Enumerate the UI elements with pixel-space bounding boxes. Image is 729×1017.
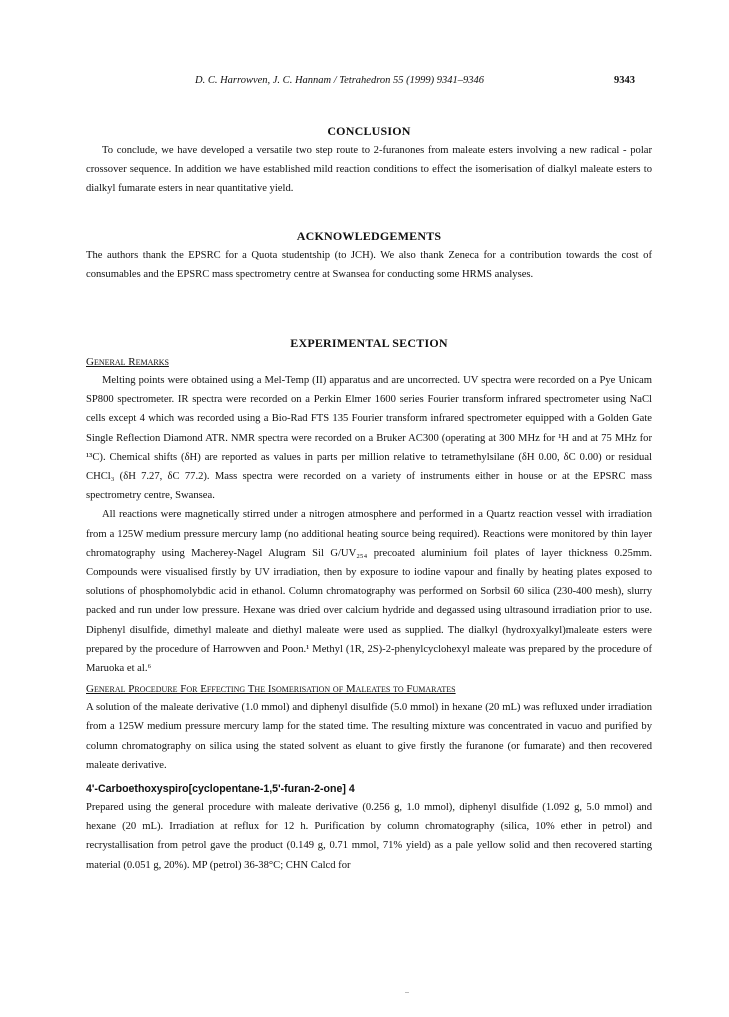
compound-text: Prepared using the general procedure with maleate derivative (0.256 g, 1.0 mmol), diphenyl disulfide (1.092 g, 5.0 mmol) and hexane (20 mL). Irradiation at reflux for 12 h. Purification by column chromatography (silica, 10% ether in petrol) and recrystallisation from petrol gave the product (0.149 g, 0.71 mmol, 71% yield) as a pale yellow solid and then recovered starting material (0.051 g, 20%). MP (petrol) 36-38°C; CHN Calcd for xyxy=(86,802,652,871)
acknowledgements-heading: ACKNOWLEDGEMENTS xyxy=(296,229,442,243)
page-number: 9343 xyxy=(614,75,635,86)
experimental-section xyxy=(86,334,652,875)
conclusion-heading: CONCLUSION xyxy=(327,124,411,138)
general-remarks-para-2: All reactions were magnetically stirred under a nitrogen atmosphere and performed in a Quartz reaction vessel with irradiation from a 125W medium pressure mercury lamp (no additional heating source being required). Reactions were monitored by thin layer chromatography using Macherey-Nagel Alugram Sil G/UV₂₅₄ precoated aluminium foil plates of layer thickness 0.25mm. Compounds were visualised firstly by UV irradiation, then by exposure to iodine vapour and finally by heating plates exposed to solutions of phosphomolybdic acid in ethanol. Column chromatography was performed on Sorbsil 60 silica (230-400 mesh), slurry packed and run under low pressure. Hexane was dried over calcium hydride and degassed using ultrasound irradiation prior to use. Diphenyl disulfide, dimethyl maleate and diethyl maleate were used as supplied. The dialkyl (hydroxyalkyl)maleate esters were prepared by the procedure of Harrowven and Poon.¹ Methyl (1R, 2S)-2-phenylcyclohexyl maleate was prepared by the procedure of Maruoka et al.⁶ xyxy=(86,509,652,675)
citation-line: D. C. Harrowven, J. C. Hannam / Tetrahedron 55 (1999) 9341–9346 xyxy=(195,75,485,86)
general-remarks-para-1: Melting points were obtained using a Mel-Temp (II) apparatus and are uncorrected. UV spectra were recorded on a Pye Unicam SP800 spectrometer. IR spectra were recorded on a Perkin Elmer 1600 series Fourier transform infrared spectrometer using NaCl cells except 4 which was recorded using a Bio-Rad FTS 135 Fourier transform infrared spectrometer equipped with a Golden Gate Single Reflection Diamond ATR. NMR spectra were recorded on a Bruker AC300 (operating at 300 MHz for ¹H and at 75 MHz for ¹³C). Chemical shifts (δH) are reported as values in parts per million relative to tetramethylsilane (δH 0.00, δC 0.00) or residual CHCl₃ (δH 7.27, δC 77.2). Mass spectra were recorded on a variety of instruments either in house or at the EPSRC mass spectrometry centre, Swansea. xyxy=(86,375,652,502)
running-header xyxy=(195,75,635,86)
page-speck xyxy=(405,992,409,993)
experimental-heading: EXPERIMENTAL SECTION xyxy=(290,336,448,350)
acknowledgements-section xyxy=(86,227,652,284)
general-procedure-text: A solution of the maleate derivative (1.0 mmol) and diphenyl disulfide (5.0 mmol) in hexane (20 mL) was refluxed under irradiation from a 125W medium pressure mercury lamp for the stated time. The resulting mixture was concentrated in vacuo and purified by column chromatography on silica using the stated solvent as eluant to give firstly the furanone (or fumarate) and then recovered maleate derivative. xyxy=(86,702,652,771)
acknowledgements-text: The authors thank the EPSRC for a Quota studentship (to JCH). We also thank Zeneca for a contribution towards the cost of consumables and the EPSRC mass spectrometry centre at Swansea for conducting some HRMS analyses. xyxy=(86,250,652,281)
conclusion-section xyxy=(86,122,652,199)
compound-heading: 4'-Carboethoxyspiro[cyclopentane-1,5'-furan-2-one] 4 xyxy=(86,783,355,796)
general-procedure-heading: General Procedure For Effecting The Isomerisation of Maleates to Fumarates xyxy=(86,683,456,696)
general-remarks-heading: General Remarks xyxy=(86,356,169,368)
conclusion-text: To conclude, we have developed a versatile two step route to 2-furanones from maleate esters involving a new radical - polar crossover sequence. In addition we have established mild reaction conditions to effect the isomerisation of dialkyl maleate esters to dialkyl fumarate esters in near quantitative yield. xyxy=(86,145,652,195)
